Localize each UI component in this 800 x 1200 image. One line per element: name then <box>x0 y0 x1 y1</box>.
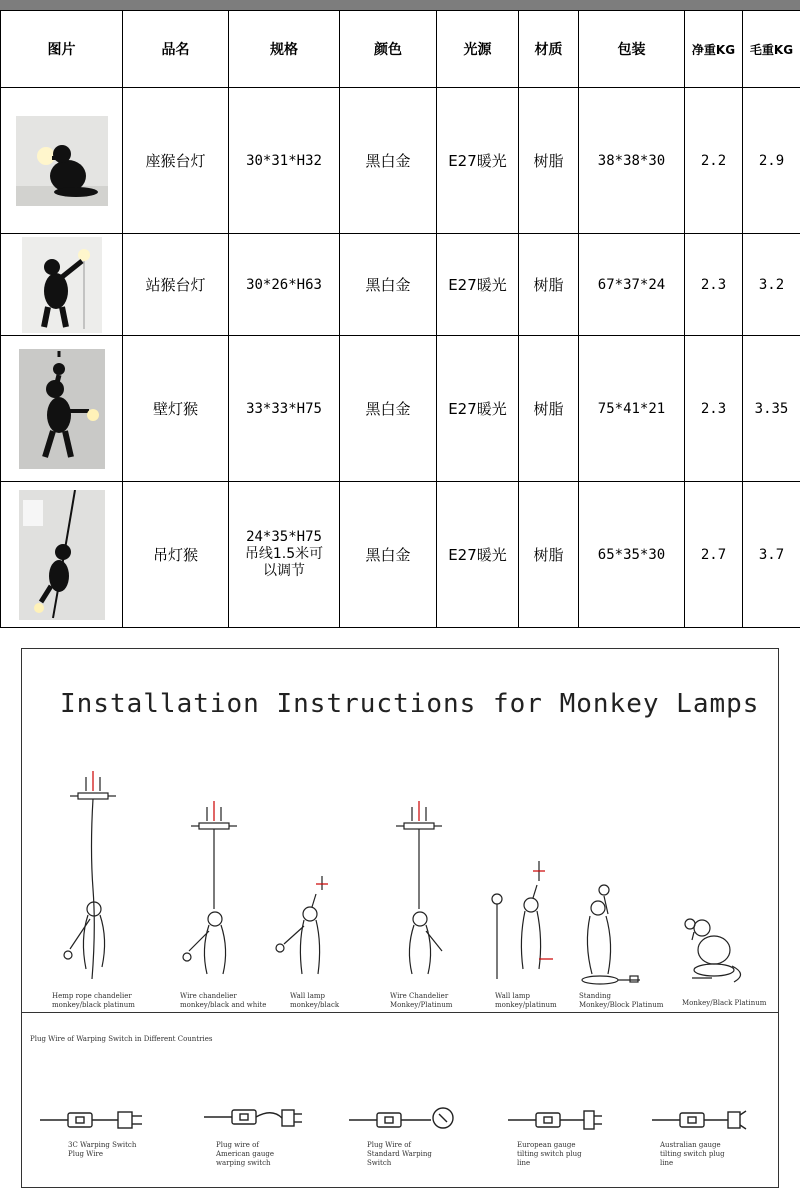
wall-lamp-black-diagram <box>270 874 350 989</box>
product-package: 75*41*21 <box>579 336 685 482</box>
photo-cell <box>1 482 123 628</box>
hanging-monkey-lamp-image <box>19 490 105 620</box>
product-gross-weight: 2.9 <box>743 88 800 234</box>
photo-cell <box>1 88 123 234</box>
hemp-rope-chandelier-diagram <box>60 769 140 989</box>
spec-line: 吊线1.5米可 <box>244 546 324 562</box>
figure-caption: Monkey/Black Platinum <box>682 999 767 1007</box>
product-gross-weight: 3.2 <box>743 234 800 336</box>
product-net-weight: 2.3 <box>685 234 743 336</box>
plug-caption: Australian gauge tilting switch plug line <box>660 1141 725 1167</box>
figure-caption: Wall lamp monkey/black <box>290 992 340 1009</box>
product-color: 黑白金 <box>340 234 437 336</box>
product-gross-weight: 3.35 <box>743 336 800 482</box>
product-package: 65*35*30 <box>579 482 685 628</box>
product-package: 67*37*24 <box>579 234 685 336</box>
figure-caption: Wall lamp monkey/platinum <box>495 992 557 1009</box>
photo-cell <box>1 234 123 336</box>
top-bar <box>0 0 800 10</box>
wall-monkey-lamp-image <box>19 349 105 469</box>
header-gross-weight: 毛重KG <box>743 11 800 88</box>
standing-monkey-lamp-image <box>22 237 102 333</box>
product-spec <box>229 482 340 628</box>
installation-instructions-panel <box>21 648 779 1188</box>
product-name: 座猴台灯 <box>123 88 229 234</box>
sitting-monkey-lamp-image <box>16 116 108 206</box>
product-color: 黑白金 <box>340 336 437 482</box>
product-spec: 30*26*H63 <box>229 234 340 336</box>
european-gauge-plug-diagram <box>506 1107 606 1133</box>
table-row <box>1 234 800 336</box>
plug-caption: Plug wire of American gauge warping switch <box>216 1141 275 1167</box>
product-material: 树脂 <box>519 482 579 628</box>
section-divider <box>22 1012 778 1013</box>
product-gross-weight: 3.7 <box>743 482 800 628</box>
table-header-row <box>1 11 800 88</box>
header-material: 材质 <box>519 11 579 88</box>
header-package: 包装 <box>579 11 685 88</box>
product-spec: 30*31*H32 <box>229 88 340 234</box>
australian-gauge-plug-diagram <box>650 1107 750 1133</box>
table-row <box>1 336 800 482</box>
product-material: 树脂 <box>519 234 579 336</box>
product-net-weight: 2.2 <box>685 88 743 234</box>
product-net-weight: 2.3 <box>685 336 743 482</box>
product-light: E27暖光 <box>437 88 519 234</box>
header-color: 颜色 <box>340 11 437 88</box>
header-light: 光源 <box>437 11 519 88</box>
plug-caption: Plug Wire of Standard Warping Switch <box>367 1141 432 1167</box>
instructions-title: Installation Instructions for Monkey Lamps <box>60 689 760 719</box>
product-name: 壁灯猴 <box>123 336 229 482</box>
plug-caption: 3C Warping Switch Plug Wire <box>68 1141 137 1158</box>
product-name: 站猴台灯 <box>123 234 229 336</box>
product-name: 吊灯猴 <box>123 482 229 628</box>
product-net-weight: 2.7 <box>685 482 743 628</box>
figure-caption: Wire Chandelier Monkey/Platinum <box>390 992 453 1009</box>
plug-caption: European gauge tilting switch plug line <box>517 1141 582 1167</box>
3c-plug-wire-diagram <box>38 1107 148 1133</box>
product-light: E27暖光 <box>437 482 519 628</box>
plug-section-title: Plug Wire of Warping Switch in Different Countries <box>30 1035 213 1043</box>
product-spec-table <box>0 10 800 628</box>
product-material: 树脂 <box>519 88 579 234</box>
spec-line: 24*35*H75 <box>246 529 322 545</box>
product-spec: 33*33*H75 <box>229 336 340 482</box>
product-package: 38*38*30 <box>579 88 685 234</box>
product-light: E27暖光 <box>437 234 519 336</box>
spec-line: 以调节 <box>263 563 305 579</box>
header-image: 图片 <box>1 11 123 88</box>
sitting-monkey-diagram <box>672 904 762 989</box>
wire-chandelier-platinum-diagram <box>382 799 462 989</box>
header-net-weight: 净重KG <box>685 11 743 88</box>
product-color: 黑白金 <box>340 482 437 628</box>
product-light: E27暖光 <box>437 336 519 482</box>
figure-caption: Hemp rope chandelier monkey/black platinum <box>52 992 135 1009</box>
standing-monkey-diagram <box>574 884 654 989</box>
product-material: 树脂 <box>519 336 579 482</box>
american-gauge-plug-diagram <box>202 1104 312 1134</box>
wall-lamp-platinum-diagram <box>487 859 567 989</box>
header-name: 品名 <box>123 11 229 88</box>
figure-caption: Standing Monkey/Block Platinum <box>579 992 664 1009</box>
standard-plug-diagram <box>347 1104 462 1134</box>
table-row <box>1 88 800 234</box>
table-row <box>1 482 800 628</box>
header-spec: 规格 <box>229 11 340 88</box>
figure-caption: Wire chandelier monkey/black and white <box>180 992 267 1009</box>
wire-chandelier-diagram <box>177 799 257 989</box>
product-color: 黑白金 <box>340 88 437 234</box>
photo-cell <box>1 336 123 482</box>
